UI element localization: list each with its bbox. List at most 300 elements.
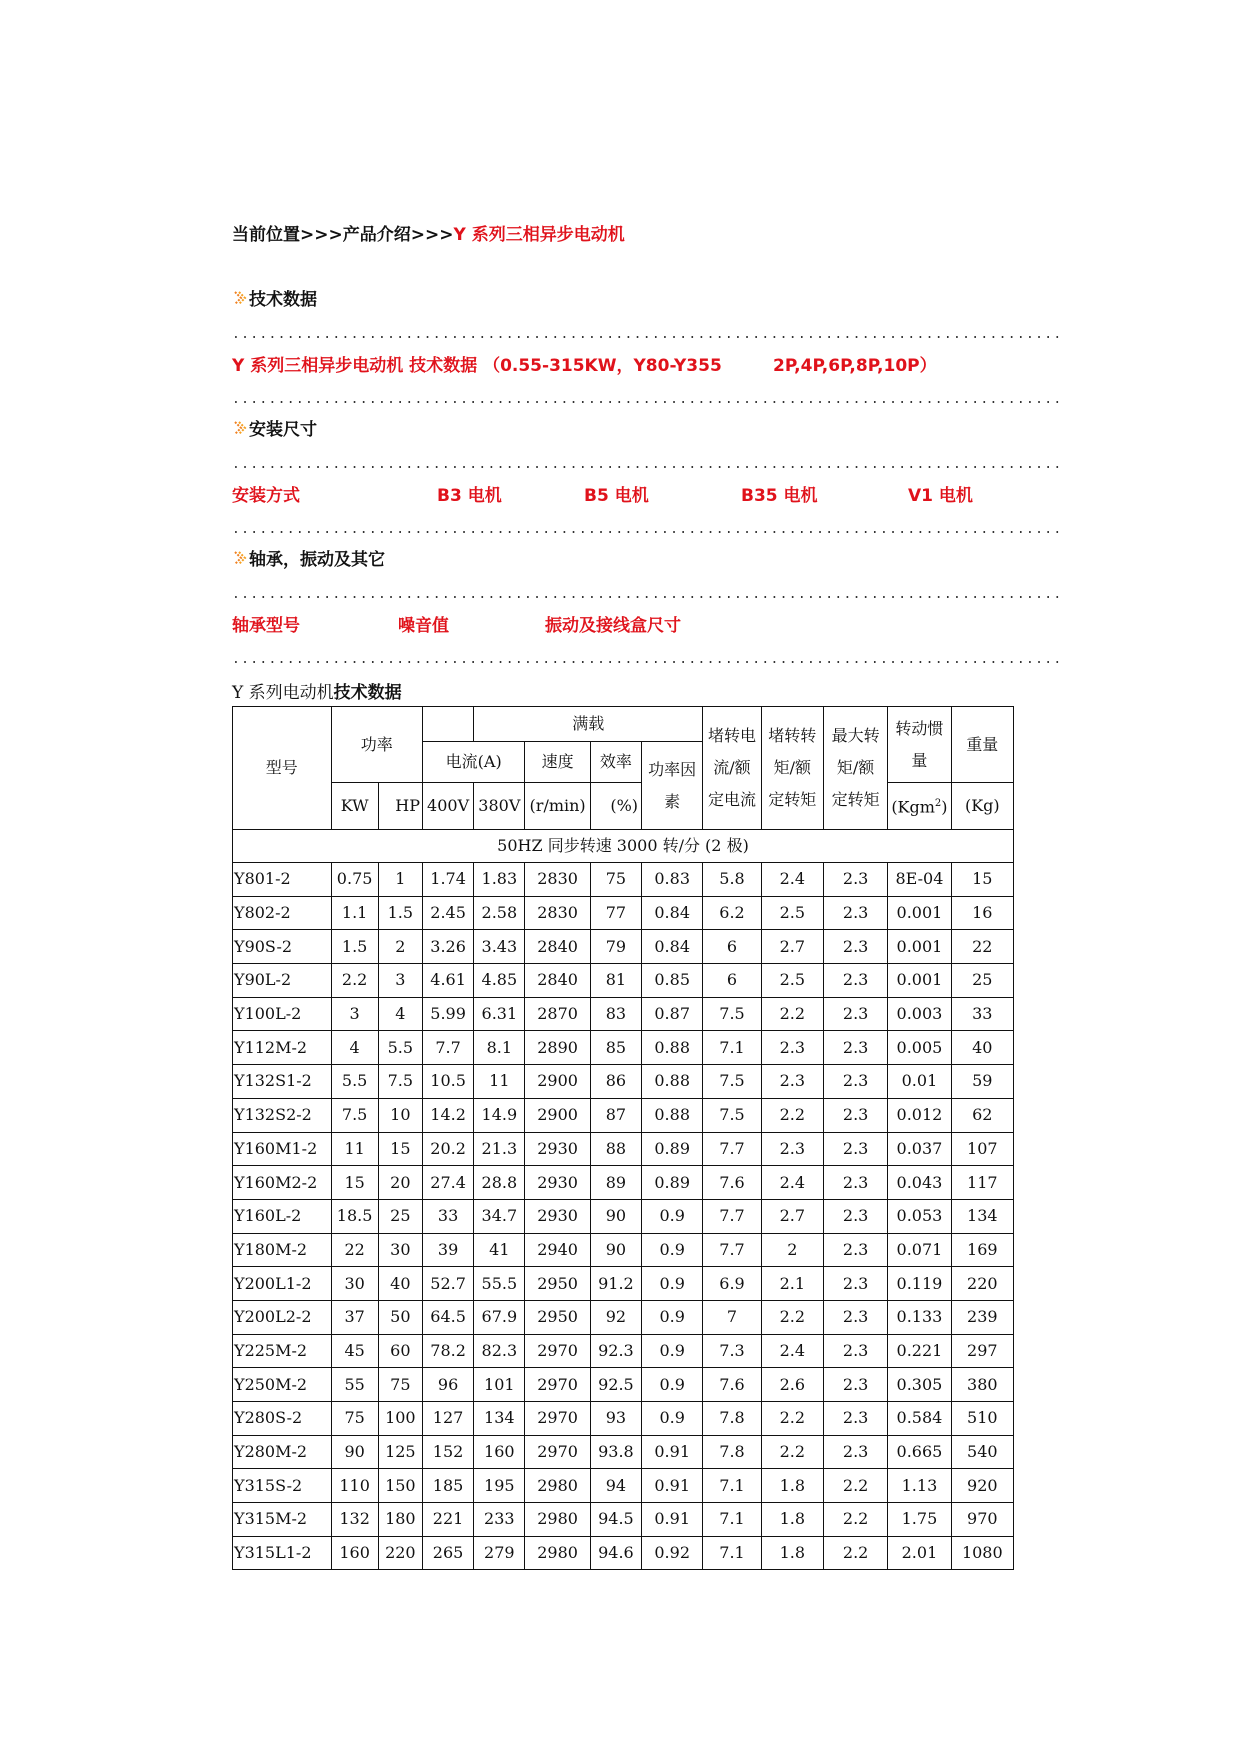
cell-current-400v: 127 <box>422 1402 473 1436</box>
cell-max-torque-ratio: 2.3 <box>823 1166 887 1200</box>
table-row <box>233 1166 1014 1200</box>
cell-weight: 40 <box>951 1031 1013 1065</box>
cell-hp: 50 <box>378 1300 422 1334</box>
cell-hp: 180 <box>378 1503 422 1537</box>
cell-hp: 40 <box>378 1267 422 1301</box>
cell-locked-current-ratio: 5.8 <box>703 863 761 897</box>
header-kw: KW <box>331 783 378 830</box>
cell-current-400v: 221 <box>422 1503 473 1537</box>
cell-max-torque-ratio: 2.3 <box>823 930 887 964</box>
cell-speed: 2930 <box>525 1199 590 1233</box>
table-row <box>233 1536 1014 1570</box>
table-row <box>233 1334 1014 1368</box>
breadcrumb <box>232 220 625 245</box>
cell-inertia: 0.003 <box>888 997 951 1031</box>
cell-kw: 45 <box>331 1334 378 1368</box>
cell-model: Y801-2 <box>233 863 332 897</box>
cell-efficiency: 79 <box>590 930 641 964</box>
cell-kw: 3 <box>331 997 378 1031</box>
cell-power-factor: 0.9 <box>642 1300 703 1334</box>
cell-kw: 55 <box>331 1368 378 1402</box>
v1-motor-link[interactable]: V1 电机 <box>908 486 973 506</box>
cell-power-factor: 0.88 <box>642 1031 703 1065</box>
header-efficiency: 效率 <box>590 742 641 783</box>
cell-locked-torque-ratio: 2.7 <box>761 1199 823 1233</box>
cell-power-factor: 0.9 <box>642 1233 703 1267</box>
cell-locked-torque-ratio: 2.3 <box>761 1031 823 1065</box>
cell-current-400v: 27.4 <box>422 1166 473 1200</box>
bearing-links-row <box>232 611 1012 636</box>
cell-speed: 2890 <box>525 1031 590 1065</box>
cell-current-380v: 28.8 <box>474 1166 525 1200</box>
cell-inertia: 0.665 <box>888 1435 951 1469</box>
cell-power-factor: 0.91 <box>642 1469 703 1503</box>
cell-max-torque-ratio: 2.3 <box>823 1199 887 1233</box>
cell-locked-torque-ratio: 2.2 <box>761 997 823 1031</box>
cell-current-380v: 134 <box>474 1402 525 1436</box>
cell-efficiency: 92.3 <box>590 1334 641 1368</box>
cell-model: Y280S-2 <box>233 1402 332 1436</box>
cell-current-400v: 33 <box>422 1199 473 1233</box>
cell-locked-current-ratio: 7 <box>703 1300 761 1334</box>
cell-max-torque-ratio: 2.3 <box>823 1132 887 1166</box>
cell-speed: 2970 <box>525 1368 590 1402</box>
cell-hp: 1.5 <box>378 896 422 930</box>
cell-efficiency: 87 <box>590 1098 641 1132</box>
cell-current-400v: 64.5 <box>422 1300 473 1334</box>
b35-motor-link[interactable]: B35 电机 <box>741 486 818 506</box>
cell-current-380v: 82.3 <box>474 1334 525 1368</box>
cell-kw: 4 <box>331 1031 378 1065</box>
cell-hp: 60 <box>378 1334 422 1368</box>
inertia-unit-close: ) <box>941 797 948 817</box>
cell-locked-torque-ratio: 2.1 <box>761 1267 823 1301</box>
header-locked-torque <box>761 707 823 830</box>
cell-current-380v: 55.5 <box>474 1267 525 1301</box>
cell-current-380v: 11 <box>474 1065 525 1099</box>
cell-hp: 100 <box>378 1402 422 1436</box>
table-row <box>233 1132 1014 1166</box>
cell-weight: 297 <box>951 1334 1013 1368</box>
cell-current-400v: 78.2 <box>422 1334 473 1368</box>
section-tech-title: 技术数据 <box>249 290 317 310</box>
cell-current-380v: 8.1 <box>474 1031 525 1065</box>
cell-speed: 2900 <box>525 1065 590 1099</box>
motor-spec-table <box>232 706 1014 1570</box>
header-max-torque <box>823 707 887 830</box>
cell-kw: 7.5 <box>331 1098 378 1132</box>
cell-weight: 25 <box>951 964 1013 998</box>
vibration-junction-box-link[interactable]: 振动及接线盒尺寸 <box>545 616 681 636</box>
cell-kw: 11 <box>331 1132 378 1166</box>
cell-locked-current-ratio: 7.1 <box>703 1536 761 1570</box>
cell-efficiency: 83 <box>590 997 641 1031</box>
cell-inertia: 8E-04 <box>888 863 951 897</box>
cell-weight: 540 <box>951 1435 1013 1469</box>
breadcrumb-current-link[interactable]: Y 系列三相异步电动机 <box>453 225 625 245</box>
cell-power-factor: 0.88 <box>642 1098 703 1132</box>
cell-weight: 59 <box>951 1065 1013 1099</box>
cell-model: Y160M2-2 <box>233 1166 332 1200</box>
cell-efficiency: 85 <box>590 1031 641 1065</box>
cell-max-torque-ratio: 2.3 <box>823 863 887 897</box>
cell-model: Y315S-2 <box>233 1469 332 1503</box>
cell-power-factor: 0.9 <box>642 1267 703 1301</box>
header-model: 型号 <box>233 707 332 830</box>
header-full-load: 满载 <box>474 707 703 742</box>
header-inertia <box>888 707 951 783</box>
dotted-divider: ........................................................................................... <box>232 327 1063 342</box>
cell-current-380v: 195 <box>474 1469 525 1503</box>
cell-model: Y90L-2 <box>233 964 332 998</box>
cell-max-torque-ratio: 2.3 <box>823 1065 887 1099</box>
cell-efficiency: 86 <box>590 1065 641 1099</box>
cell-current-380v: 279 <box>474 1536 525 1570</box>
table-header-row <box>233 783 1014 830</box>
cell-speed: 2950 <box>525 1267 590 1301</box>
section-tech-heading <box>232 285 317 310</box>
cell-locked-torque-ratio: 2.4 <box>761 1166 823 1200</box>
tech-data-link-row <box>232 351 1012 376</box>
cell-model: Y90S-2 <box>233 930 332 964</box>
cell-power-factor: 0.84 <box>642 896 703 930</box>
cell-model: Y100L-2 <box>233 997 332 1031</box>
section-install-title: 安装尺寸 <box>249 420 317 440</box>
cell-hp: 2 <box>378 930 422 964</box>
cell-locked-torque-ratio: 2.7 <box>761 930 823 964</box>
table-caption-bold: 技术数据 <box>333 683 402 703</box>
header-locked-torque-line: 矩/额 <box>773 758 811 777</box>
cell-max-torque-ratio: 2.3 <box>823 1031 887 1065</box>
cell-current-400v: 52.7 <box>422 1267 473 1301</box>
cell-locked-current-ratio: 7.1 <box>703 1469 761 1503</box>
cell-kw: 160 <box>331 1536 378 1570</box>
cell-locked-current-ratio: 7.8 <box>703 1402 761 1436</box>
header-locked-current-line: 定电流 <box>707 790 756 809</box>
cell-locked-current-ratio: 7.5 <box>703 1098 761 1132</box>
header-power-factor <box>642 742 703 830</box>
cell-efficiency: 92.5 <box>590 1368 641 1402</box>
cell-speed: 2970 <box>525 1334 590 1368</box>
cell-efficiency: 90 <box>590 1199 641 1233</box>
header-weight: 重量 <box>951 707 1013 783</box>
cell-model: Y280M-2 <box>233 1435 332 1469</box>
cell-speed: 2980 <box>525 1503 590 1537</box>
header-speed: 速度 <box>525 742 590 783</box>
cell-weight: 1080 <box>951 1536 1013 1570</box>
table-body <box>233 863 1014 1570</box>
cell-locked-torque-ratio: 2.2 <box>761 1098 823 1132</box>
cell-hp: 220 <box>378 1536 422 1570</box>
header-locked-current-line: 堵转电 <box>707 726 756 745</box>
cell-locked-current-ratio: 7.6 <box>703 1368 761 1402</box>
cell-locked-torque-ratio: 2.2 <box>761 1402 823 1436</box>
cell-max-torque-ratio: 2.3 <box>823 1098 887 1132</box>
cell-power-factor: 0.89 <box>642 1166 703 1200</box>
cell-current-380v: 14.9 <box>474 1098 525 1132</box>
cell-hp: 125 <box>378 1435 422 1469</box>
cell-current-400v: 1.74 <box>422 863 473 897</box>
cell-kw: 110 <box>331 1469 378 1503</box>
cell-locked-torque-ratio: 2.2 <box>761 1435 823 1469</box>
cell-current-400v: 185 <box>422 1469 473 1503</box>
cell-current-380v: 101 <box>474 1368 525 1402</box>
arrow-bullet-icon <box>232 289 248 307</box>
cell-locked-torque-ratio: 2.4 <box>761 863 823 897</box>
cell-current-400v: 20.2 <box>422 1132 473 1166</box>
cell-speed: 2930 <box>525 1166 590 1200</box>
cell-model: Y132S1-2 <box>233 1065 332 1099</box>
cell-locked-torque-ratio: 1.8 <box>761 1469 823 1503</box>
cell-speed: 2980 <box>525 1536 590 1570</box>
cell-inertia: 0.119 <box>888 1267 951 1301</box>
cell-efficiency: 94.5 <box>590 1503 641 1537</box>
cell-max-torque-ratio: 2.3 <box>823 1402 887 1436</box>
section-bearing-heading <box>232 545 385 570</box>
cell-current-380v: 21.3 <box>474 1132 525 1166</box>
cell-model: Y132S2-2 <box>233 1098 332 1132</box>
cell-efficiency: 93.8 <box>590 1435 641 1469</box>
cell-model: Y112M-2 <box>233 1031 332 1065</box>
cell-kw: 37 <box>331 1300 378 1334</box>
cell-hp: 1 <box>378 863 422 897</box>
dotted-divider: ........................................................................................... <box>232 587 1063 602</box>
table-row <box>233 1065 1014 1099</box>
cell-weight: 117 <box>951 1166 1013 1200</box>
cell-speed: 2900 <box>525 1098 590 1132</box>
cell-inertia: 0.005 <box>888 1031 951 1065</box>
cell-max-torque-ratio: 2.3 <box>823 896 887 930</box>
install-method-link[interactable]: 安装方式 <box>232 486 300 506</box>
cell-hp: 4 <box>378 997 422 1031</box>
cell-speed: 2970 <box>525 1435 590 1469</box>
table-row <box>233 863 1014 897</box>
cell-hp: 7.5 <box>378 1065 422 1099</box>
cell-locked-torque-ratio: 1.8 <box>761 1503 823 1537</box>
cell-locked-current-ratio: 7.8 <box>703 1435 761 1469</box>
cell-efficiency: 81 <box>590 964 641 998</box>
cell-weight: 134 <box>951 1199 1013 1233</box>
cell-power-factor: 0.87 <box>642 997 703 1031</box>
cell-current-380v: 41 <box>474 1233 525 1267</box>
header-inertia-line: 量 <box>911 750 928 770</box>
cell-power-factor: 0.84 <box>642 930 703 964</box>
cell-locked-current-ratio: 7.6 <box>703 1166 761 1200</box>
bearing-model-link[interactable]: 轴承型号 <box>232 616 300 636</box>
inertia-unit-sup: 2 <box>934 798 942 810</box>
cell-locked-torque-ratio: 1.8 <box>761 1536 823 1570</box>
cell-locked-current-ratio: 7.7 <box>703 1199 761 1233</box>
cell-locked-torque-ratio: 2.2 <box>761 1300 823 1334</box>
cell-inertia: 1.13 <box>888 1469 951 1503</box>
cell-speed: 2830 <box>525 863 590 897</box>
cell-hp: 150 <box>378 1469 422 1503</box>
cell-inertia: 0.001 <box>888 964 951 998</box>
cell-current-400v: 265 <box>422 1536 473 1570</box>
cell-kw: 1.1 <box>331 896 378 930</box>
cell-speed: 2970 <box>525 1402 590 1436</box>
cell-hp: 15 <box>378 1132 422 1166</box>
cell-kw: 132 <box>331 1503 378 1537</box>
dotted-divider: ........................................................................................... <box>232 652 1063 667</box>
cell-model: Y250M-2 <box>233 1368 332 1402</box>
table-row <box>233 1031 1014 1065</box>
cell-inertia: 2.01 <box>888 1536 951 1570</box>
cell-weight: 33 <box>951 997 1013 1031</box>
cell-power-factor: 0.91 <box>642 1503 703 1537</box>
cell-kw: 5.5 <box>331 1065 378 1099</box>
cell-current-400v: 10.5 <box>422 1065 473 1099</box>
cell-inertia: 0.584 <box>888 1402 951 1436</box>
cell-current-400v: 14.2 <box>422 1098 473 1132</box>
cell-max-torque-ratio: 2.2 <box>823 1469 887 1503</box>
dotted-divider: ........................................................................................... <box>232 457 1063 472</box>
cell-weight: 169 <box>951 1233 1013 1267</box>
cell-kw: 15 <box>331 1166 378 1200</box>
table-row <box>233 1199 1014 1233</box>
header-power: 功率 <box>331 707 422 783</box>
cell-current-380v: 2.58 <box>474 896 525 930</box>
cell-locked-current-ratio: 7.7 <box>703 1132 761 1166</box>
cell-locked-current-ratio: 7.7 <box>703 1233 761 1267</box>
cell-current-380v: 34.7 <box>474 1199 525 1233</box>
header-rpm-unit: (r/min) <box>525 783 590 830</box>
cell-efficiency: 90 <box>590 1233 641 1267</box>
table-row <box>233 964 1014 998</box>
cell-efficiency: 94.6 <box>590 1536 641 1570</box>
breadcrumb-path: 当前位置>>>产品介绍>>> <box>232 225 454 245</box>
cell-current-380v: 233 <box>474 1503 525 1537</box>
cell-power-factor: 0.9 <box>642 1368 703 1402</box>
cell-locked-current-ratio: 7.5 <box>703 1065 761 1099</box>
cell-inertia: 0.01 <box>888 1065 951 1099</box>
cell-current-400v: 4.61 <box>422 964 473 998</box>
table-row <box>233 1300 1014 1334</box>
cell-current-380v: 4.85 <box>474 964 525 998</box>
cell-max-torque-ratio: 2.3 <box>823 1334 887 1368</box>
cell-power-factor: 0.89 <box>642 1132 703 1166</box>
cell-locked-current-ratio: 6.9 <box>703 1267 761 1301</box>
cell-weight: 239 <box>951 1300 1013 1334</box>
cell-efficiency: 77 <box>590 896 641 930</box>
cell-efficiency: 93 <box>590 1402 641 1436</box>
header-power-factor-line: 素 <box>664 791 681 811</box>
cell-weight: 220 <box>951 1267 1013 1301</box>
cell-current-400v: 5.99 <box>422 997 473 1031</box>
cell-hp: 5.5 <box>378 1031 422 1065</box>
header-current: 电流(A) <box>422 742 525 783</box>
cell-model: Y315M-2 <box>233 1503 332 1537</box>
cell-weight: 510 <box>951 1402 1013 1436</box>
cell-locked-current-ratio: 6 <box>703 930 761 964</box>
cell-hp: 10 <box>378 1098 422 1132</box>
tech-data-link[interactable]: Y 系列三相异步电动机 技术数据 （0.55-315KW，Y80-Y355 <box>232 356 722 376</box>
header-locked-current-line: 流/额 <box>713 758 751 777</box>
cell-model: Y802-2 <box>233 896 332 930</box>
table-row <box>233 1503 1014 1537</box>
cell-locked-torque-ratio: 2.5 <box>761 896 823 930</box>
noise-value-link[interactable]: 噪音值 <box>398 616 449 636</box>
cell-hp: 25 <box>378 1199 422 1233</box>
cell-model: Y315L1-2 <box>233 1536 332 1570</box>
cell-speed: 2980 <box>525 1469 590 1503</box>
cell-weight: 62 <box>951 1098 1013 1132</box>
cell-efficiency: 94 <box>590 1469 641 1503</box>
tech-data-poles-link[interactable]: 2P,4P,6P,8P,10P） <box>773 356 937 376</box>
cell-power-factor: 0.85 <box>642 964 703 998</box>
table-caption <box>232 678 402 703</box>
cell-inertia: 1.75 <box>888 1503 951 1537</box>
b3-motor-link[interactable]: B3 电机 <box>437 486 502 506</box>
cell-speed: 2870 <box>525 997 590 1031</box>
cell-inertia: 0.053 <box>888 1199 951 1233</box>
cell-weight: 380 <box>951 1368 1013 1402</box>
b5-motor-link[interactable]: B5 电机 <box>584 486 649 506</box>
cell-model: Y180M-2 <box>233 1233 332 1267</box>
cell-inertia: 0.133 <box>888 1300 951 1334</box>
cell-inertia: 0.043 <box>888 1166 951 1200</box>
cell-kw: 75 <box>331 1402 378 1436</box>
cell-inertia: 0.001 <box>888 930 951 964</box>
cell-locked-torque-ratio: 2.3 <box>761 1132 823 1166</box>
cell-kw: 18.5 <box>331 1199 378 1233</box>
cell-model: Y200L2-2 <box>233 1300 332 1334</box>
table-row <box>233 1469 1014 1503</box>
cell-locked-torque-ratio: 2.6 <box>761 1368 823 1402</box>
header-locked-torque-line: 堵转转 <box>768 726 817 745</box>
table-row <box>233 1267 1014 1301</box>
cell-inertia: 0.012 <box>888 1098 951 1132</box>
cell-kw: 30 <box>331 1267 378 1301</box>
section-install-heading <box>232 415 317 440</box>
cell-hp: 20 <box>378 1166 422 1200</box>
cell-weight: 16 <box>951 896 1013 930</box>
cell-max-torque-ratio: 2.3 <box>823 964 887 998</box>
sync-speed-label: 50HZ 同步转速 3000 转/分 (2 极) <box>233 830 1014 863</box>
cell-current-400v: 3.26 <box>422 930 473 964</box>
header-locked-torque-line: 定转矩 <box>768 790 817 809</box>
header-blank <box>422 707 473 742</box>
dotted-divider: ........................................................................................... <box>232 392 1063 407</box>
cell-kw: 22 <box>331 1233 378 1267</box>
cell-efficiency: 91.2 <box>590 1267 641 1301</box>
cell-locked-current-ratio: 7.5 <box>703 997 761 1031</box>
table-caption-prefix: Y 系列电动机 <box>232 683 334 703</box>
cell-efficiency: 75 <box>590 863 641 897</box>
cell-locked-torque-ratio: 2.3 <box>761 1065 823 1099</box>
cell-inertia: 0.001 <box>888 896 951 930</box>
cell-locked-torque-ratio: 2 <box>761 1233 823 1267</box>
cell-max-torque-ratio: 2.3 <box>823 997 887 1031</box>
cell-locked-current-ratio: 6 <box>703 964 761 998</box>
cell-speed: 2840 <box>525 930 590 964</box>
cell-locked-current-ratio: 7.3 <box>703 1334 761 1368</box>
cell-weight: 107 <box>951 1132 1013 1166</box>
cell-hp: 75 <box>378 1368 422 1402</box>
cell-kw: 1.5 <box>331 930 378 964</box>
table-row <box>233 1402 1014 1436</box>
cell-speed: 2930 <box>525 1132 590 1166</box>
cell-locked-torque-ratio: 2.5 <box>761 964 823 998</box>
cell-locked-current-ratio: 6.2 <box>703 896 761 930</box>
sync-speed-row <box>233 830 1014 863</box>
cell-weight: 15 <box>951 863 1013 897</box>
cell-inertia: 0.305 <box>888 1368 951 1402</box>
header-pct-unit: (%) <box>590 783 641 830</box>
cell-weight: 920 <box>951 1469 1013 1503</box>
table-row <box>233 896 1014 930</box>
cell-model: Y160M1-2 <box>233 1132 332 1166</box>
